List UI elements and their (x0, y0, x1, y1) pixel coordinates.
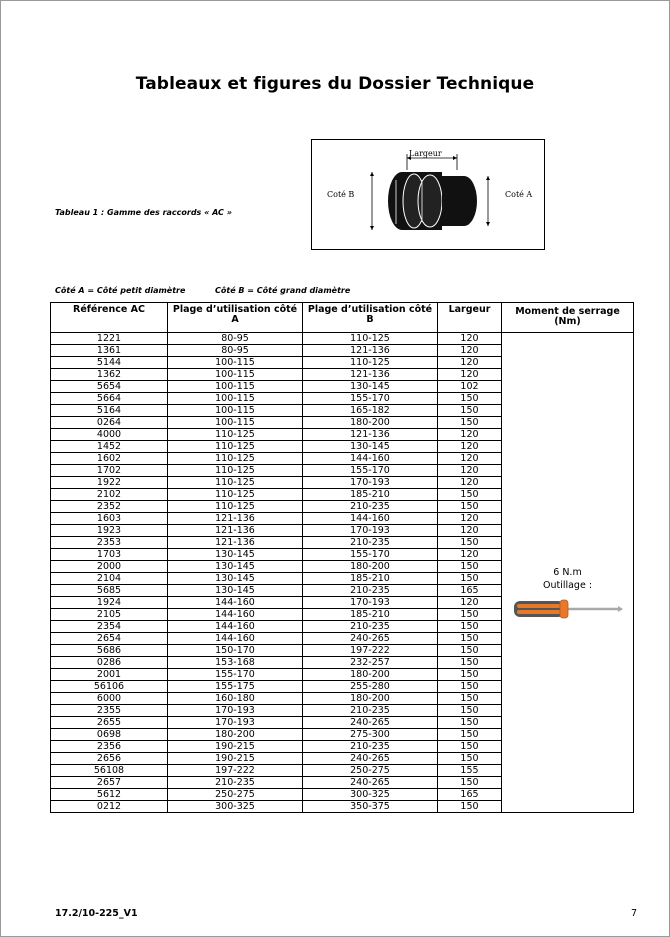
cell-largeur: 150 (438, 717, 502, 729)
cell-largeur: 150 (438, 405, 502, 417)
header-reference: Référence AC (51, 303, 168, 333)
cell-largeur: 120 (438, 453, 502, 465)
cell-plage-b: 240-265 (303, 633, 438, 645)
header-plage-b: Plage d’utilisation côté B (303, 303, 438, 333)
header-largeur: Largeur (438, 303, 502, 333)
cell-largeur: 120 (438, 477, 502, 489)
cell-plage-a: 80-95 (168, 333, 303, 345)
table-header-row (51, 303, 634, 333)
cell-plage-b: 130-145 (303, 441, 438, 453)
cell-reference: 2001 (51, 669, 168, 681)
cell-plage-b: 232-257 (303, 657, 438, 669)
cell-plage-a: 170-193 (168, 705, 303, 717)
cell-plage-a: 110-125 (168, 429, 303, 441)
cell-largeur: 120 (438, 597, 502, 609)
cell-plage-a: 121-136 (168, 537, 303, 549)
cell-plage-a: 110-125 (168, 453, 303, 465)
cell-largeur: 150 (438, 741, 502, 753)
cell-plage-a: 155-170 (168, 669, 303, 681)
cell-reference: 5144 (51, 357, 168, 369)
cell-largeur: 102 (438, 381, 502, 393)
cell-largeur: 150 (438, 729, 502, 741)
cell-reference: 2655 (51, 717, 168, 729)
table-caption: Tableau 1 : Gamme des raccords « AC » (55, 208, 232, 217)
moment-cell (502, 333, 634, 813)
cell-largeur: 150 (438, 573, 502, 585)
figure-label-cote-b: Coté B (327, 190, 355, 199)
cell-reference: 2354 (51, 621, 168, 633)
cell-plage-a: 170-193 (168, 717, 303, 729)
cell-plage-a: 100-115 (168, 369, 303, 381)
cell-reference: 6000 (51, 693, 168, 705)
cell-reference: 56106 (51, 681, 168, 693)
cell-largeur: 150 (438, 393, 502, 405)
cell-reference: 1452 (51, 441, 168, 453)
cell-largeur: 155 (438, 765, 502, 777)
cell-plage-b: 210-235 (303, 537, 438, 549)
cell-largeur: 120 (438, 525, 502, 537)
cell-reference: 2657 (51, 777, 168, 789)
footer-page-number: 7 (631, 908, 638, 919)
cell-reference: 2656 (51, 753, 168, 765)
page-title: Tableaux et figures du Dossier Technique (135, 74, 535, 94)
cell-largeur: 150 (438, 537, 502, 549)
figure-label-largeur: Largeur (409, 149, 442, 158)
cell-largeur: 120 (438, 549, 502, 561)
cell-reference: 1221 (51, 333, 168, 345)
cell-reference: 5664 (51, 393, 168, 405)
cell-plage-a: 130-145 (168, 549, 303, 561)
cell-plage-a: 197-222 (168, 765, 303, 777)
cell-largeur: 150 (438, 777, 502, 789)
cell-plage-b: 110-125 (303, 333, 438, 345)
cell-reference: 2000 (51, 561, 168, 573)
cell-plage-b: 170-193 (303, 525, 438, 537)
cell-plage-b: 170-193 (303, 597, 438, 609)
tool-label: Outillage : (542, 580, 593, 591)
header-moment: Moment de serrage (Nm) (502, 303, 634, 333)
cell-plage-a: 100-115 (168, 417, 303, 429)
cell-reference: 2654 (51, 633, 168, 645)
screwdriver-icon (514, 598, 624, 620)
cell-largeur: 120 (438, 441, 502, 453)
cell-plage-b: 180-200 (303, 561, 438, 573)
cell-reference: 2105 (51, 609, 168, 621)
cell-largeur: 150 (438, 621, 502, 633)
cell-reference: 1362 (51, 369, 168, 381)
cell-plage-b: 180-200 (303, 669, 438, 681)
cell-plage-a: 144-160 (168, 621, 303, 633)
cell-largeur: 150 (438, 633, 502, 645)
cell-plage-b: 185-210 (303, 609, 438, 621)
cell-reference: 2355 (51, 705, 168, 717)
cell-largeur: 150 (438, 705, 502, 717)
cell-largeur: 165 (438, 585, 502, 597)
cell-largeur: 150 (438, 681, 502, 693)
cell-plage-a: 144-160 (168, 609, 303, 621)
cell-plage-b: 110-125 (303, 357, 438, 369)
cell-plage-a: 110-125 (168, 441, 303, 453)
cell-plage-b: 240-265 (303, 717, 438, 729)
cell-largeur: 150 (438, 753, 502, 765)
cell-plage-a: 130-145 (168, 585, 303, 597)
cell-reference: 1703 (51, 549, 168, 561)
cell-largeur: 120 (438, 513, 502, 525)
cell-reference: 4000 (51, 429, 168, 441)
cell-plage-a: 160-180 (168, 693, 303, 705)
cell-reference: 0698 (51, 729, 168, 741)
cell-plage-a: 110-125 (168, 477, 303, 489)
cell-plage-a: 190-215 (168, 741, 303, 753)
cell-plage-a: 150-170 (168, 645, 303, 657)
cell-plage-a: 110-125 (168, 489, 303, 501)
cell-plage-b: 210-235 (303, 705, 438, 717)
cell-plage-b: 180-200 (303, 417, 438, 429)
cell-plage-a: 130-145 (168, 561, 303, 573)
cell-plage-a: 180-200 (168, 729, 303, 741)
cell-plage-a: 110-125 (168, 465, 303, 477)
cell-reference: 1361 (51, 345, 168, 357)
cell-reference: 1922 (51, 477, 168, 489)
cell-plage-b: 121-136 (303, 369, 438, 381)
cell-reference: 5654 (51, 381, 168, 393)
cell-reference: 0264 (51, 417, 168, 429)
cell-reference: 5686 (51, 645, 168, 657)
cell-largeur: 150 (438, 561, 502, 573)
cell-largeur: 120 (438, 429, 502, 441)
cell-plage-b: 350-375 (303, 801, 438, 813)
cell-plage-a: 190-215 (168, 753, 303, 765)
cell-largeur: 150 (438, 657, 502, 669)
cell-plage-b: 155-170 (303, 549, 438, 561)
cell-reference: 0212 (51, 801, 168, 813)
table-body (51, 333, 634, 813)
footer-reference: 17.2/10-225_V1 (55, 908, 138, 919)
cell-plage-b: 250-275 (303, 765, 438, 777)
legend-cote-b: Côté B = Côté grand diamètre (215, 286, 351, 295)
cell-largeur: 150 (438, 693, 502, 705)
cell-plage-a: 100-115 (168, 357, 303, 369)
cell-largeur: 150 (438, 417, 502, 429)
cell-plage-b: 275-300 (303, 729, 438, 741)
cell-largeur: 150 (438, 489, 502, 501)
cell-plage-a: 80-95 (168, 345, 303, 357)
cell-plage-b: 197-222 (303, 645, 438, 657)
cell-plage-a: 110-125 (168, 501, 303, 513)
cell-plage-b: 240-265 (303, 753, 438, 765)
table-row (51, 333, 634, 345)
cell-reference: 0286 (51, 657, 168, 669)
cell-plage-b: 185-210 (303, 573, 438, 585)
cell-reference: 2352 (51, 501, 168, 513)
cell-largeur: 150 (438, 669, 502, 681)
legend-cote-a: Côté A = Côté petit diamètre (55, 286, 186, 295)
cell-plage-a: 153-168 (168, 657, 303, 669)
cell-plage-b: 155-170 (303, 465, 438, 477)
cell-plage-b: 210-235 (303, 621, 438, 633)
cell-plage-a: 144-160 (168, 633, 303, 645)
cell-largeur: 150 (438, 645, 502, 657)
cell-plage-a: 121-136 (168, 525, 303, 537)
cell-reference: 56108 (51, 765, 168, 777)
cell-plage-a: 250-275 (168, 789, 303, 801)
cell-plage-b: 121-136 (303, 345, 438, 357)
cell-reference: 2104 (51, 573, 168, 585)
cell-largeur: 150 (438, 501, 502, 513)
cell-reference: 5612 (51, 789, 168, 801)
cell-plage-b: 210-235 (303, 501, 438, 513)
cell-plage-b: 144-160 (303, 453, 438, 465)
cell-reference: 2102 (51, 489, 168, 501)
cell-largeur: 165 (438, 789, 502, 801)
cell-plage-b: 255-280 (303, 681, 438, 693)
cell-largeur: 120 (438, 465, 502, 477)
cell-plage-a: 100-115 (168, 405, 303, 417)
cell-reference: 1924 (51, 597, 168, 609)
moment-value: 6 N.m (553, 567, 582, 578)
cell-largeur: 120 (438, 369, 502, 381)
cell-largeur: 150 (438, 801, 502, 813)
cell-plage-b: 240-265 (303, 777, 438, 789)
cell-plage-b: 180-200 (303, 693, 438, 705)
cell-plage-a: 210-235 (168, 777, 303, 789)
cell-largeur: 120 (438, 345, 502, 357)
cell-plage-a: 100-115 (168, 393, 303, 405)
cell-reference: 5685 (51, 585, 168, 597)
cell-reference: 1702 (51, 465, 168, 477)
gamme-raccords-table (50, 302, 634, 813)
coupling-figure (311, 139, 545, 250)
header-plage-a: Plage d’utilisation côté A (168, 303, 303, 333)
cell-largeur: 120 (438, 357, 502, 369)
cell-reference: 5164 (51, 405, 168, 417)
cell-largeur: 150 (438, 609, 502, 621)
cell-reference: 1923 (51, 525, 168, 537)
moment-text (502, 566, 633, 592)
cell-reference: 2356 (51, 741, 168, 753)
cell-largeur: 120 (438, 333, 502, 345)
cell-plage-b: 130-145 (303, 381, 438, 393)
cell-plage-a: 130-145 (168, 573, 303, 585)
cell-plage-b: 170-193 (303, 477, 438, 489)
cell-plage-b: 155-170 (303, 393, 438, 405)
cell-reference: 1603 (51, 513, 168, 525)
cell-plage-b: 121-136 (303, 429, 438, 441)
cell-plage-a: 121-136 (168, 513, 303, 525)
cell-plage-b: 144-160 (303, 513, 438, 525)
cell-plage-a: 144-160 (168, 597, 303, 609)
cell-plage-a: 300-325 (168, 801, 303, 813)
cell-plage-a: 155-175 (168, 681, 303, 693)
cell-plage-b: 300-325 (303, 789, 438, 801)
cell-plage-b: 210-235 (303, 585, 438, 597)
cell-reference: 1602 (51, 453, 168, 465)
cell-plage-b: 165-182 (303, 405, 438, 417)
cell-plage-b: 185-210 (303, 489, 438, 501)
cell-plage-b: 210-235 (303, 741, 438, 753)
cell-reference: 2353 (51, 537, 168, 549)
figure-label-cote-a: Coté A (505, 190, 533, 199)
cell-plage-a: 100-115 (168, 381, 303, 393)
